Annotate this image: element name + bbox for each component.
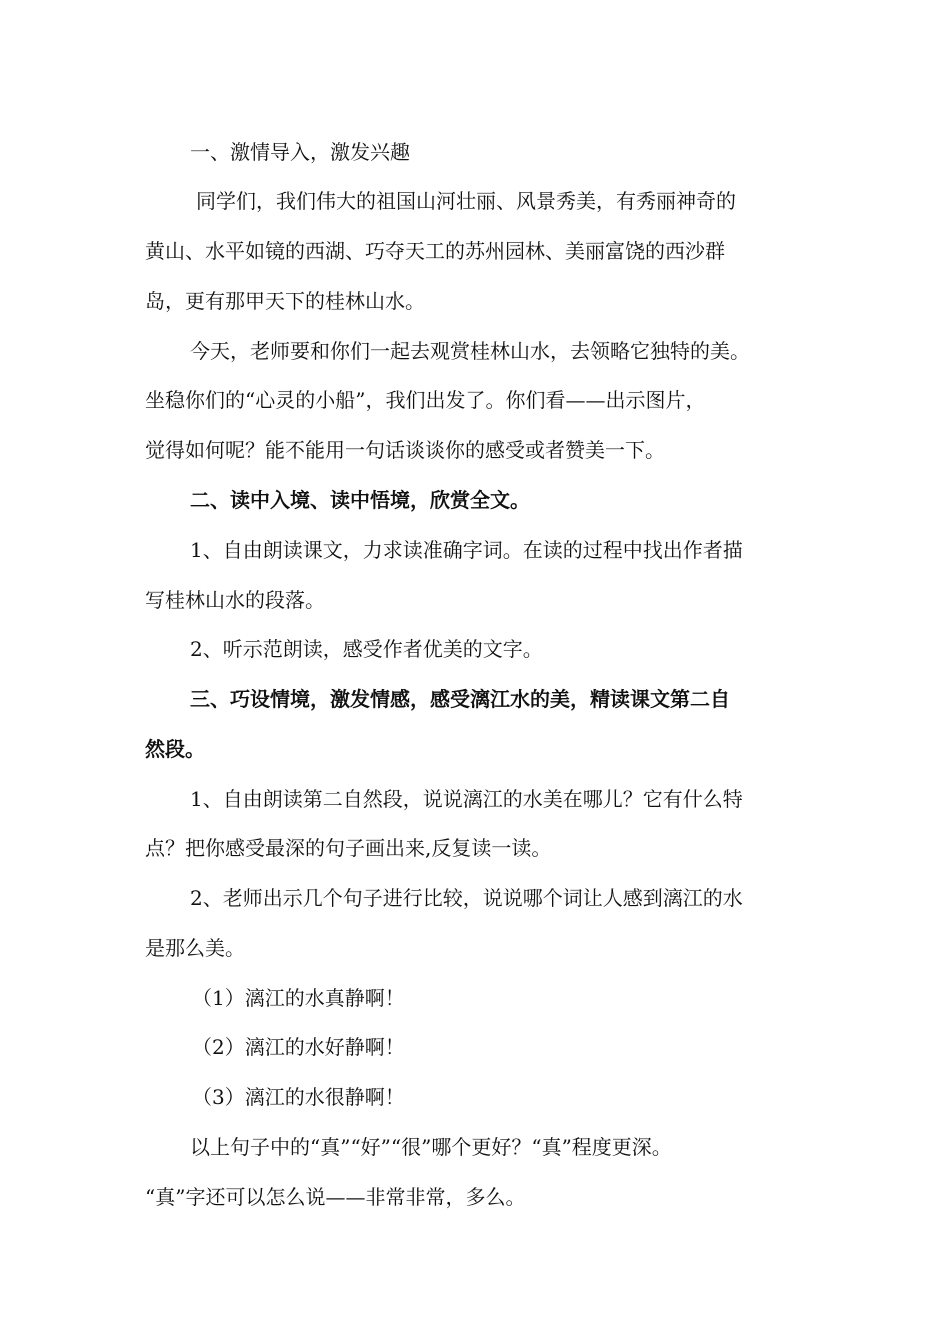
section-heading-2: 二、读中入境、读中悟境，欣赏全文。 (190, 488, 530, 512)
paragraph-line: 同学们，我们伟大的祖国山河壮丽、风景秀美，有秀丽神奇的 (196, 189, 736, 213)
paragraph-line: “真”字还可以怎么说——非常非常，多么。 (145, 1185, 526, 1209)
paragraph-line: 今天，老师要和你们一起去观赏桂林山水，去领略它独特的美。 (190, 339, 750, 363)
paragraph-line: 黄山、水平如镜的西湖、巧夺天工的苏州园林、美丽富饶的西沙群 (145, 239, 725, 263)
paragraph-line: 1、自由朗读第二自然段，说说漓江的水美在哪儿？它有什么特 (190, 787, 743, 811)
section-heading-3-cont: 然段。 (145, 737, 205, 761)
example-sentence: （1）漓江的水真静啊！ (192, 986, 405, 1010)
paragraph-line: 岛，更有那甲天下的桂林山水。 (145, 289, 425, 313)
paragraph-line: 1、自由朗读课文，力求读准确字词。在读的过程中找出作者描 (190, 538, 743, 562)
paragraph-line: 点？把你感受最深的句子画出来,反复读一读。 (145, 836, 552, 860)
paragraph-line: 以上句子中的“真”“好”“很”哪个更好？“真”程度更深。 (190, 1135, 672, 1159)
example-sentence: （3）漓江的水很静啊！ (192, 1085, 405, 1109)
paragraph-line: 是那么美。 (145, 936, 245, 960)
section-heading-1: 一、激情导入，激发兴趣 (190, 140, 410, 164)
paragraph-line: 2、老师出示几个句子进行比较，说说哪个词让人感到漓江的水 (190, 886, 743, 910)
example-sentence: （2）漓江的水好静啊！ (192, 1035, 405, 1059)
paragraph-line: 觉得如何呢？能不能用一句话谈谈你的感受或者赞美一下。 (145, 438, 665, 462)
paragraph-line: 坐稳你们的“心灵的小船”，我们出发了。你们看——出示图片， (145, 388, 706, 412)
section-heading-3: 三、巧设情境，激发情感，感受漓江水的美，精读课文第二自 (190, 687, 730, 711)
paragraph-line: 写桂林山水的段落。 (145, 588, 325, 612)
paragraph-line: 2、听示范朗读，感受作者优美的文字。 (190, 637, 543, 661)
